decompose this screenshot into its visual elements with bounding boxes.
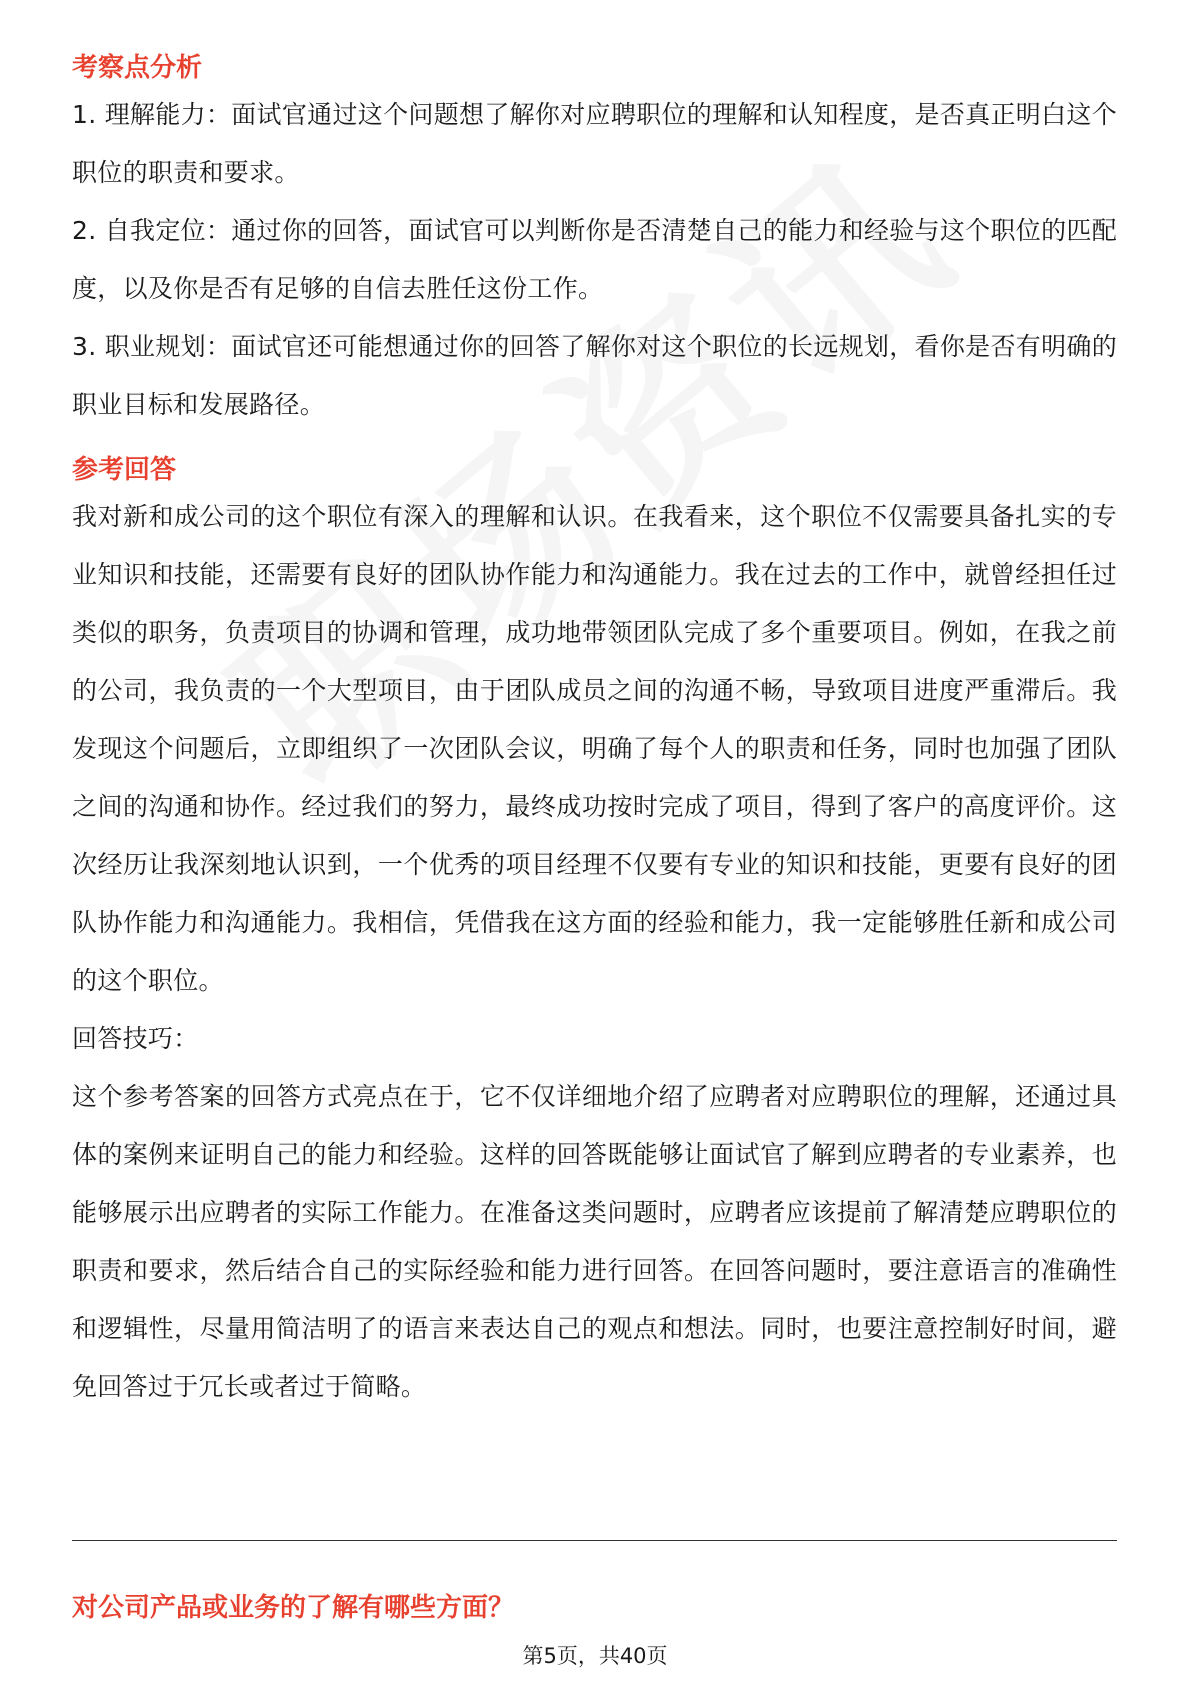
tips-label: 回答技巧：	[72, 1024, 199, 1053]
reference-title: 参考回答	[72, 455, 177, 485]
reference-answer: 我对新和成公司的这个职位有深入的理解和认识。在我看来，这个职位不仅需要具备扎实的专业知识和技能，还需要有良好的团队协作能力和沟通能力。我在过去的工作中，就曾经担任过类似的职务，负责项目的协调和管理，成功地带领团队完成了多个重要项目。例如，在我之前的公司，我负责的一个大型项目，由于团队成员之间的沟通不畅，导致项目进度严重滞后。我发现这个问题后，立即组织了一次团队会议，明确了每个人的职责和任务，同时也加强了团队之间的沟通和协作。经过我们的努力，最终成功按时完成了项目，得到了客户的高度评价。这次经历让我深刻地认识到，一个优秀的项目经理不仅要有专业的知识和技能，更要有良好的团队协作能力和沟通能力。我相信，凭借我在这方面的经验和能力，我一定能够胜任新和成公司的这个职位。	[72, 502, 1117, 995]
analysis-point-3: 3. 职业规划：面试官还可能想通过你的回答了解你对这个职位的长远规划，看你是否有明确的职业目标和发展路径。	[72, 332, 1117, 419]
document-body	[72, 50, 1117, 1416]
analysis-point-2: 2. 自我定位：通过你的回答，面试官可以判断你是否清楚自己的能力和经验与这个职位的匹配度，以及你是否有足够的自信去胜任这份工作。	[72, 216, 1117, 303]
page-number: 第5页，共40页	[522, 1644, 668, 1668]
analysis-title: 考察点分析	[72, 53, 203, 83]
divider	[72, 1540, 1117, 1541]
analysis-point-1: 1. 理解能力：面试官通过这个问题想了解你对应聘职位的理解和认知程度，是否真正明白这个职位的职责和要求。	[72, 100, 1117, 187]
next-question-title: 对公司产品或业务的了解有哪些方面？	[72, 1593, 515, 1623]
tips-text: 这个参考答案的回答方式亮点在于，它不仅详细地介绍了应聘者对应聘职位的理解，还通过具体的案例来证明自己的能力和经验。这样的回答既能够让面试官了解到应聘者的专业素养，也能够展示出应聘者的实际工作能力。在准备这类问题时，应聘者应该提前了解清楚应聘职位的职责和要求，然后结合自己的实际经验和能力进行回答。在回答问题时，要注意语言的准确性和逻辑性，尽量用简洁明了的语言来表达自己的观点和想法。同时，也要注意控制好时间，避免回答过于冗长或者过于简略。	[72, 1082, 1117, 1401]
